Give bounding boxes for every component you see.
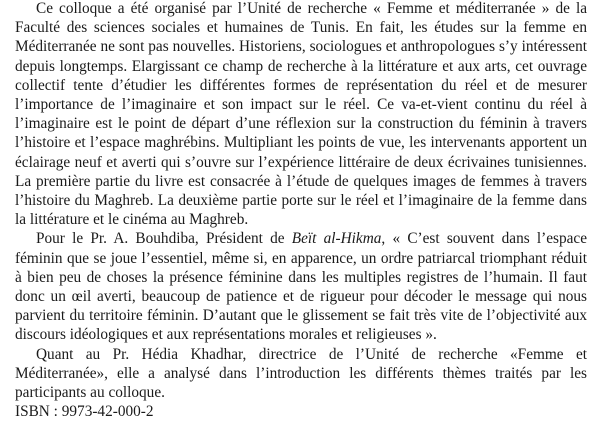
isbn-line: ISBN : 9973-42-000-2 — [15, 403, 154, 421]
quote-intro-text: Pour le Pr. A. Bouhdiba, Président de — [36, 230, 292, 248]
paragraph-khadhar: Quant au Pr. Hédia Khadhar, directrice de l’Unité de recherche «Femme et Méditerranée», elle a analysé dans l’introduction les différents thèmes traités par les participants au colloque. — [15, 345, 587, 402]
document-page — [15, 0, 587, 421]
institution-name: Beït al-Hikma — [291, 230, 382, 248]
paragraph-bouhdiba-quote — [15, 229, 587, 344]
paragraph-colloque-intro: Ce colloque a été organisé par l’Unité de recherche « Femme et méditerranée » de la Faculté des sciences sociales et humaines de Tunis. En fait, les études sur la femme en Méditerranée ne sont pas nouvelles. Historiens, sociologues et anthropologues s’y intéressent depuis longtemps. Elargissant ce champ de recherche à la littérature et aux arts, cet ouvrage collectif tente d’étudier les différentes formes de représentation du réel et de mesurer l’importance de l’imaginaire et son impact sur le réel. Ce va-et-vient continu du réel à l’imaginaire est le point de départ d’une réflexion sur la construction du féminin à travers l’histoire et l’espace maghrébins. Multipliant les points de vue, les intervenants apportent un éclairage neuf et averti qui s’ouvre sur l’expérience littéraire de deux écrivaines tunisiennes. La première partie du livre est consacrée à l’étude de quelques images de femmes à travers l’histoire du Maghreb. La deuxième partie porte sur le réel et l’imaginaire de la femme dans la littérature et le cinéma au Maghreb. — [15, 0, 587, 229]
quote-body-text: , « C’est souvent dans l’espace féminin que se joue l’essentiel, même si, en apparence, un ordre patriarcal triomphant réduit à bien peu de choses la présence féminine dans les multiples registres de l’humain. Il faut donc un œil averti, beaucoup de patience et de rigueur pour décoder le message qui nous parvient du territoire féminin. D’autant que le glissement se fait très vite de l’objectivité aux discours idéologiques et aux représentations morales et religieuses ». — [15, 230, 587, 344]
